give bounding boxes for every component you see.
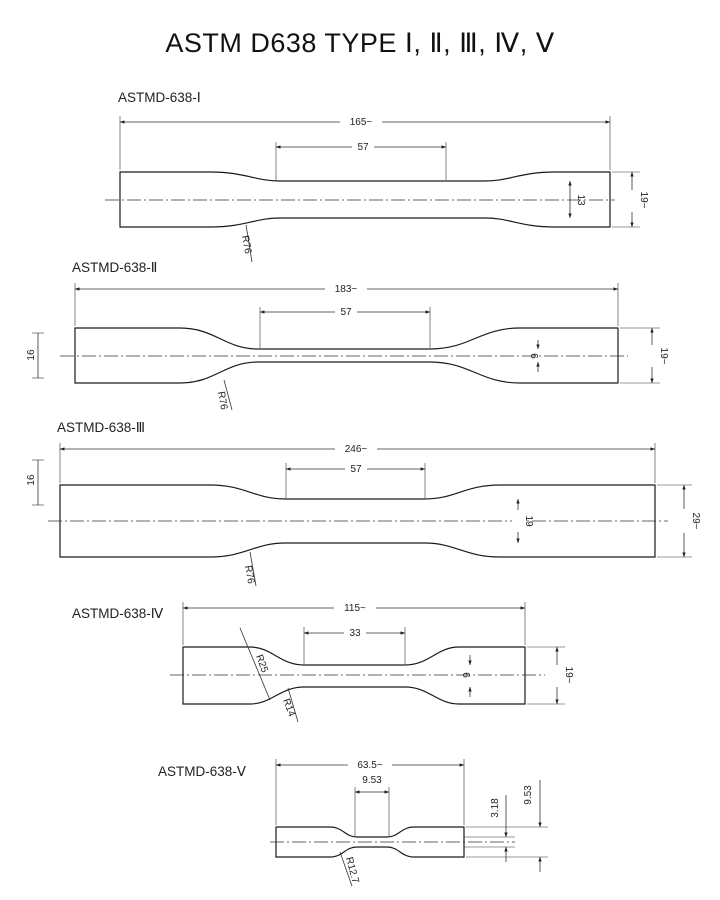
- page-title: ASTM D638 TYPE Ⅰ, Ⅱ, Ⅲ, Ⅳ, Ⅴ: [165, 28, 555, 58]
- dimension-grip-offset: 16: [26, 474, 37, 486]
- specimen-label-type-4: ASTMD-638-Ⅳ: [72, 606, 164, 621]
- dimension-radius: R76: [242, 564, 257, 585]
- dimension-overall-length: 246~: [344, 444, 368, 455]
- dimension-overall-length: 183~: [334, 284, 358, 295]
- specimen-type-3: [26, 442, 701, 586]
- dimension-radius: R12.7: [343, 855, 361, 885]
- specimen-label-type-2: ASTMD-638-Ⅱ: [72, 260, 158, 275]
- specimen-label-type-5: ASTMD-638-Ⅴ: [158, 764, 247, 779]
- dimension-total-width: 19~: [658, 347, 669, 365]
- dimension-total-width: 19~: [563, 666, 574, 684]
- dimension-narrow-width: 6: [528, 353, 539, 359]
- dimension-overall-length: 63.5~: [357, 760, 383, 771]
- specimen-label-type-3: ASTMD-638-Ⅲ: [57, 420, 146, 435]
- dimension-narrow-width: 3.18: [490, 798, 501, 818]
- dimension-radius: R76: [215, 390, 230, 411]
- dimension-overall-length: 165~: [349, 117, 373, 128]
- dimension-total-width: 29~: [690, 512, 701, 530]
- dimension-gauge-length: 57: [350, 464, 362, 475]
- dimension-grip-offset: 16: [26, 349, 37, 361]
- dimension-gauge-length: 57: [357, 142, 369, 153]
- dimension-gauge-length: 57: [340, 307, 352, 318]
- dimension-gauge-length: 33: [349, 628, 361, 639]
- dimension-overall-length: 115~: [344, 603, 366, 614]
- dimension-total-width: 19~: [638, 191, 649, 209]
- specimen-type-2: [26, 282, 669, 411]
- dimension-radius-outer: R25: [253, 653, 270, 675]
- dimension-narrow-width: 19: [523, 515, 534, 527]
- dimension-total-width: 9.53: [523, 785, 534, 805]
- dimension-gauge-length: 9.53: [362, 775, 382, 786]
- specimen-type-1: [105, 115, 649, 262]
- specimen-outline: [183, 647, 525, 704]
- specimen-type-5: [270, 758, 548, 886]
- dimension-radius-inner: R14: [280, 697, 297, 719]
- dimension-narrow-width: 13: [575, 194, 586, 206]
- specimen-outline: [120, 172, 610, 227]
- dimension-narrow-width: 6: [460, 672, 471, 678]
- dimension-radius: R76: [239, 234, 254, 255]
- specimen-label-type-1: ASTMD-638-Ⅰ: [118, 90, 201, 105]
- specimen-type-4: [170, 601, 574, 722]
